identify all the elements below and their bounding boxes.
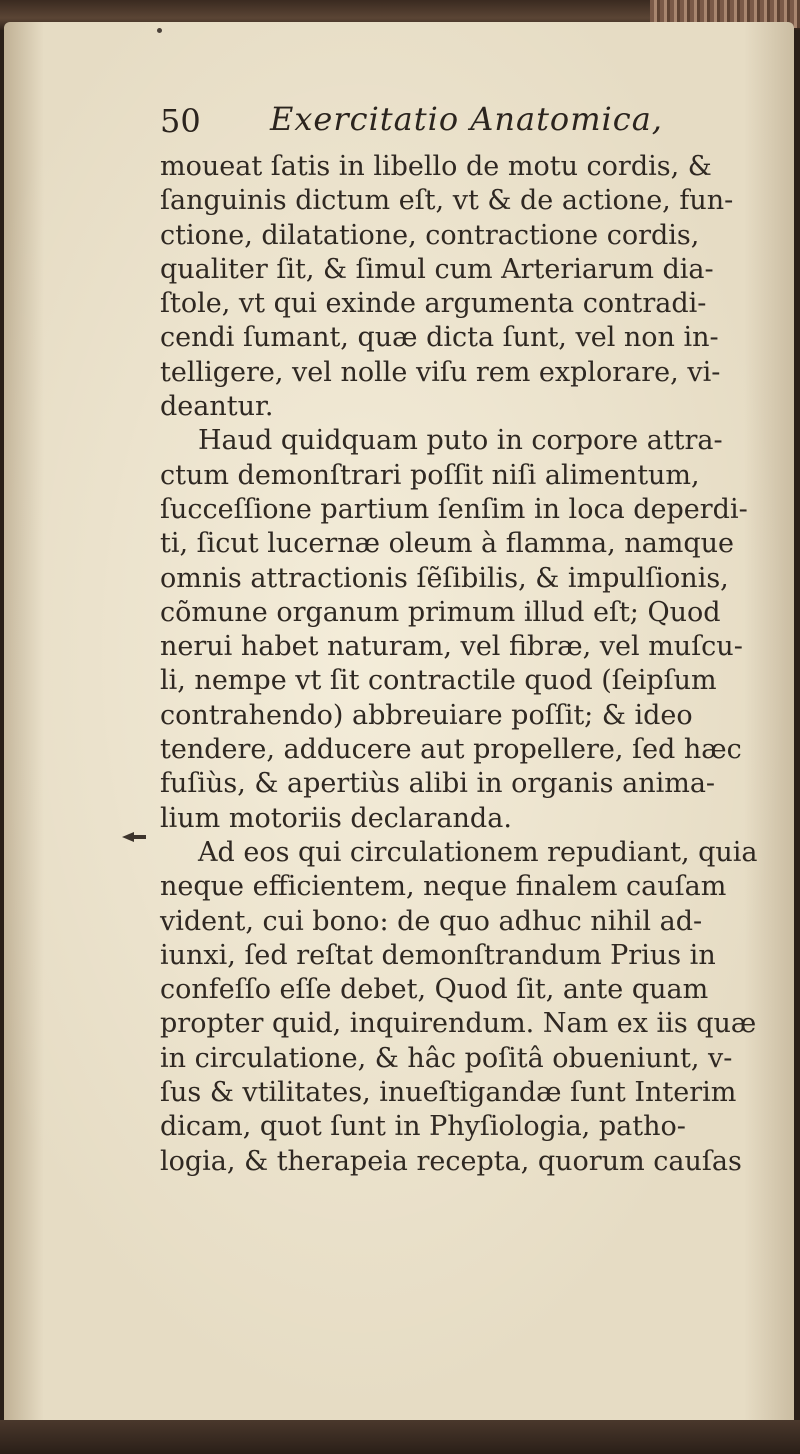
text-line: ſus & vtilitates, inueſtigandæ ſunt Interim	[160, 1077, 737, 1109]
paragraph-start-line: Haud quidquam puto in corpore attra-	[198, 425, 723, 457]
text-line: fuſiùs, & apertiùs alibi in organis anima-	[160, 768, 716, 800]
ink-speck	[157, 28, 162, 33]
running-title: Exercitatio Anatomica,	[270, 100, 663, 138]
text-line: vident, cui bono: de quo adhuc nihil ad-	[160, 905, 703, 937]
text-line: in circulatione, & hâc poſitâ obueniunt, v-	[160, 1042, 733, 1074]
text-line: nerui habet naturam, vel fibræ, vel muſcu-	[160, 631, 743, 663]
text-line: ctum demonſtrari poſſit niſi alimentum,	[160, 459, 700, 491]
text-line: confeſſo eſſe debet, Quod ſit, ante quam	[160, 974, 709, 1006]
pointer-icon	[120, 830, 150, 844]
text-line: contrahendo) abbreuiare poſſit; & ideo	[160, 699, 693, 731]
text-line: deantur.	[160, 391, 274, 423]
text-line: dicam, quot ſunt in Phyſiologia, patho-	[160, 1111, 686, 1143]
text-line: lium motoriis declaranda.	[160, 802, 512, 834]
text-line: ctione, dilatatione, contractione cordis,	[160, 219, 700, 251]
text-line: telligere, vel nolle viſu rem explorare, vi-	[160, 356, 721, 388]
text-line: ti, ſicut lucernæ oleum à flamma, namque	[160, 528, 735, 560]
text-line: moueat ſatis in libello de motu cordis, &	[160, 151, 712, 182]
text-line: propter quid, inquirendum. Nam ex iis quæ	[160, 1008, 757, 1040]
body-text	[160, 150, 758, 1179]
text-line: ſtole, vt qui exinde argumenta contradi-	[160, 288, 707, 320]
text-line: li, nempe vt ſit contractile quod (ſeipſum	[160, 665, 717, 697]
text-line: neque efficientem, neque finalem cauſam	[160, 871, 727, 903]
text-line: cendi ſumant, quæ dicta ſunt, vel non in-	[160, 322, 719, 354]
text-line: cõmune organum primum illud eſt; Quod	[160, 596, 721, 628]
text-line: iunxi, ſed reſtat demonſtrandum Prius in	[160, 939, 716, 971]
text-line: logia, & therapeia recepta, quorum cauſas	[160, 1145, 742, 1177]
text-line: omnis attractionis ſẽſibilis, & impulſionis,	[160, 562, 729, 594]
text-line: qualiter ſit, & ſimul cum Arteriarum dia-	[160, 253, 714, 285]
text-line: tendere, adducere aut propellere, ſed hæc	[160, 734, 742, 766]
page-number: 50	[160, 102, 201, 140]
text-line: ſucceſſione partium ſenſim in loca deperdi-	[160, 493, 748, 525]
page-header	[160, 100, 740, 144]
marginal-pointer-mark	[120, 828, 150, 849]
paragraph-start-line: Ad eos qui circulationem repudiant, quia	[198, 836, 758, 868]
book-binding-bottom	[0, 1420, 800, 1454]
text-line: ſanguinis dictum eſt, vt & de actione, fun-	[160, 185, 734, 217]
